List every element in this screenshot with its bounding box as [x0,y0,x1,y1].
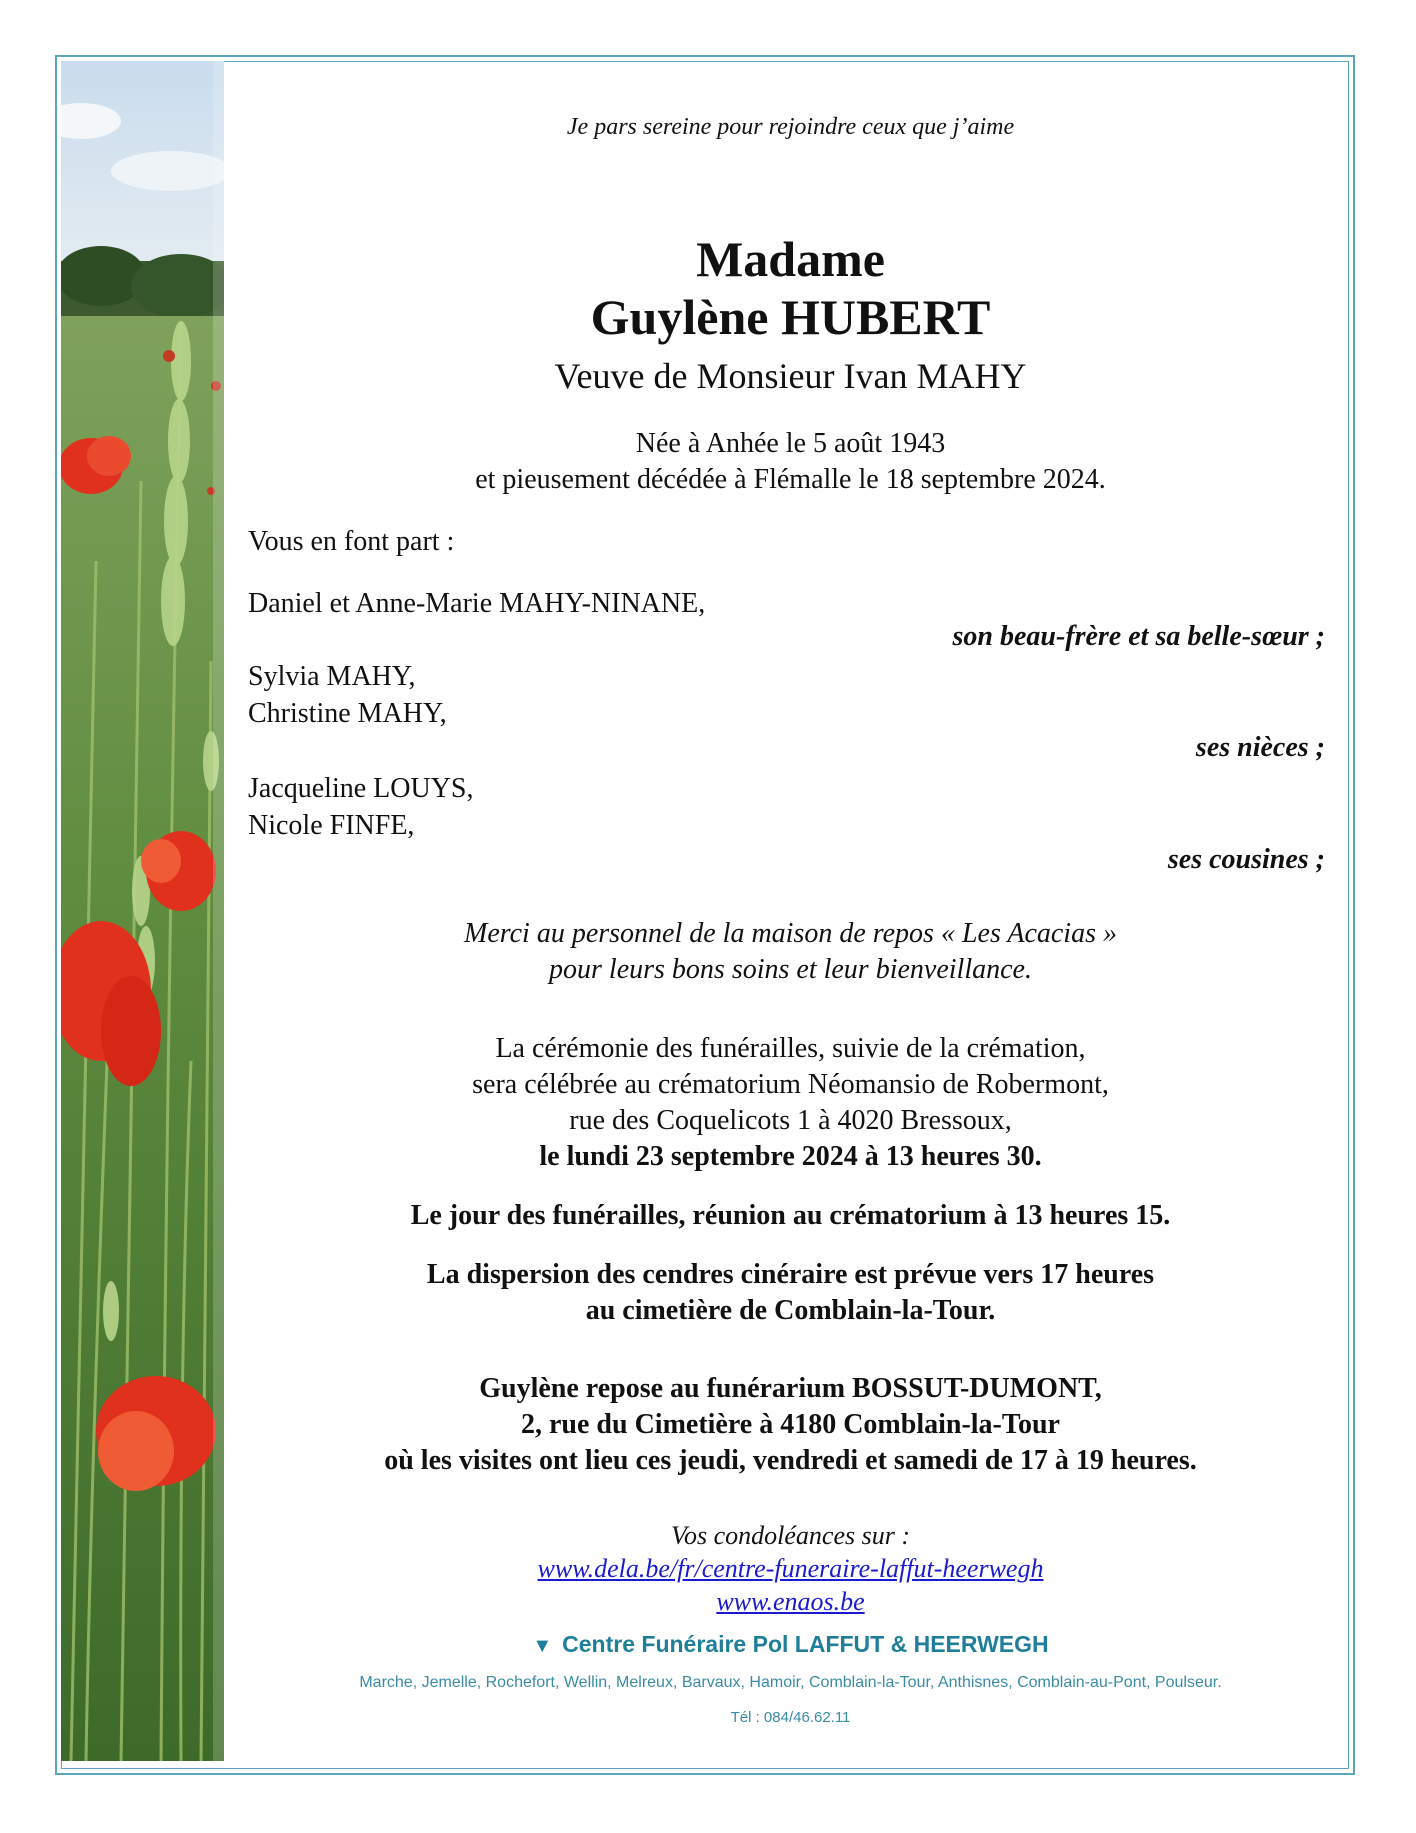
condolences-link-wrap [248,1554,1333,1584]
ceremony-line: rue des Coquelicots 1 à 4020 Bressoux, [569,1105,1012,1136]
repose-line: Guylène repose au funérarium BOSSUT-DUMONT, [479,1373,1102,1404]
triangle-down-icon: ▼ [532,1635,553,1657]
family-member: Christine MAHY, [248,698,447,729]
dispersion-line: au cimetière de Comblain-la-Tour. [585,1295,996,1326]
honorific-title: Madame [696,231,885,287]
birth-line: Née à Anhée le 5 août 1943 [635,428,946,459]
family-member: Sylvia MAHY, [248,661,416,692]
obituary-content [248,61,1333,1761]
ceremony-line: sera célébrée au crématorium Néomansio de Robermont, [472,1069,1109,1100]
condolences-link-wrap [248,1587,1333,1617]
dispersion-line: La dispersion des cendres cinéraire est prévue vers 17 heures [426,1259,1155,1290]
company-towns: Marche, Jemelle, Rochefort, Wellin, Melreux, Barvaux, Hamoir, Comblain-la-Tour, Anthisnes, Comblain-au-Pont, Poulseur. [359,1674,1222,1691]
repose-line: 2, rue du Cimetière à 4180 Comblain-la-Tour [521,1409,1060,1440]
thanks-line: pour leurs bons soins et leur bienveillance. [549,954,1032,985]
family-relation: son beau-frère et sa belle-sœur ; [952,621,1325,652]
condolences-link-enaos[interactable]: www.enaos.be [716,1587,865,1616]
family-relation: ses cousines ; [1167,844,1325,875]
family-member: Daniel et Anne-Marie MAHY-NINANE, [248,588,706,619]
thanks-line: Merci au personnel de la maison de repos « Les Acacias » [464,918,1117,949]
ceremony-line: La cérémonie des funérailles, suivie de la crémation, [495,1033,1086,1064]
widow-of-line: Veuve de Monsieur Ivan MAHY [554,356,1027,396]
company-phone: Tél : 084/46.62.11 [730,1709,851,1726]
death-line: et pieusement décédée à Flémalle le 18 septembre 2024. [475,464,1106,495]
deceased-name: Guylène HUBERT [590,289,991,345]
funeral-company [248,1631,1333,1658]
family-relation: ses nièces ; [1195,732,1325,763]
company-name: Centre Funéraire Pol LAFFUT & HEERWEGH [562,1631,1049,1657]
poppy-field-photo [61,61,224,1761]
condolences-link-dela[interactable]: www.dela.be/fr/centre-funeraire-laffut-heerwegh [537,1554,1044,1583]
ceremony-date: le lundi 23 septembre 2024 à 13 heures 30. [539,1141,1042,1172]
family-member: Nicole FINFE, [248,810,415,841]
meeting-line: Le jour des funérailles, réunion au crématorium à 13 heures 15. [410,1200,1171,1231]
announcement-intro: Vous en font part : [248,526,455,557]
condolences-label: Vos condoléances sur : [670,1521,910,1550]
epigraph: Je pars sereine pour rejoindre ceux que j’aime [566,114,1015,140]
family-member: Jacqueline LOUYS, [248,773,474,804]
repose-line: où les visites ont lieu ces jeudi, vendredi et samedi de 17 à 19 heures. [384,1445,1197,1476]
